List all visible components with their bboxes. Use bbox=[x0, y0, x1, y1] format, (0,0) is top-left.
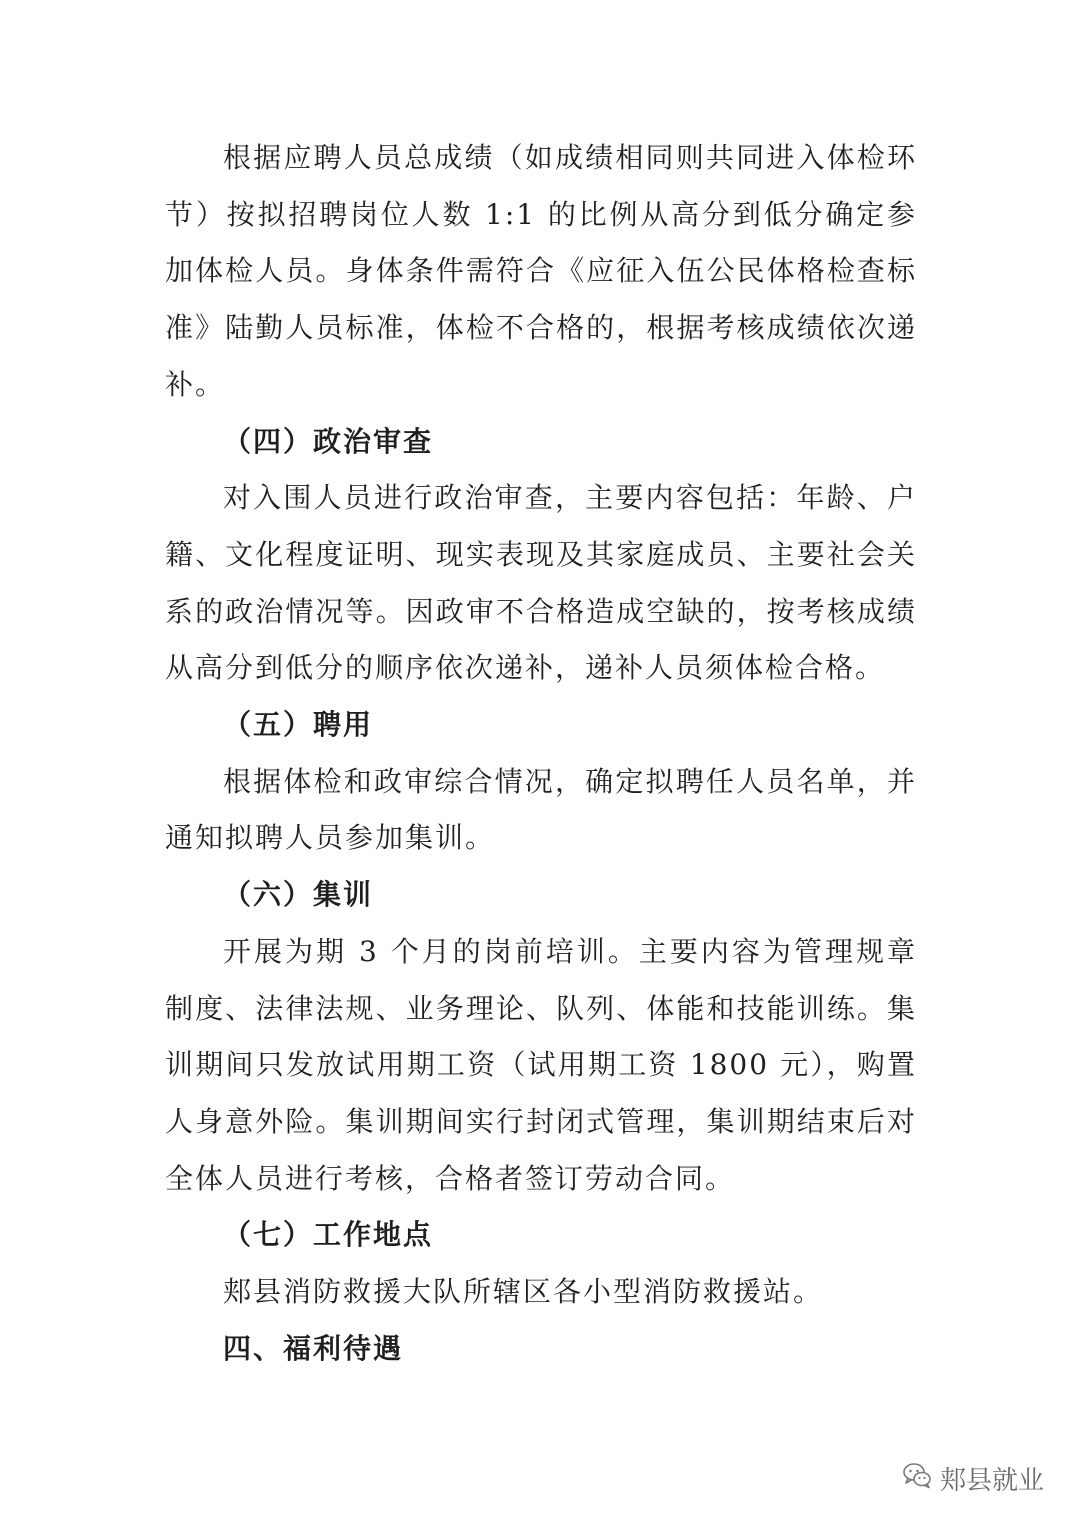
heading-training: （六）集训 bbox=[223, 878, 374, 912]
watermark-text: 郏县就业 bbox=[939, 1466, 1044, 1496]
paragraph-training: 开展为期 3 个月的岗前培训。主要内容为管理规章制度、法律法规、业务理论、队列、体能和技能训练。集训期间只发放试用期工资（试用期工资 1800 元），购置人身意外险。集训期间实行封闭式管理，集训期结束后对全体人员进行考核，合格者签订劳动合同。 bbox=[165, 934, 917, 1195]
heading-work-location: （七）工作地点 bbox=[223, 1218, 434, 1252]
document-body bbox=[165, 130, 917, 1377]
paragraph-political-review: 对入围人员进行政治审查，主要内容包括：年龄、户籍、文化程度证明、现实表现及其家庭成员、主要社会关系的政治情况等。因政审不合格造成空缺的，按考核成绩从高分到低分的顺序依次递补，递补人员须体检合格。 bbox=[165, 481, 917, 685]
paragraph-work-location: 郏县消防救援大队所辖区各小型消防救援站。 bbox=[223, 1275, 824, 1309]
paragraph-employment: 根据体检和政审综合情况，确定拟聘任人员名单，并通知拟聘人员参加集训。 bbox=[165, 764, 917, 855]
wechat-icon bbox=[902, 1461, 932, 1496]
watermark bbox=[902, 1460, 1044, 1497]
heading-political-review: （四）政治审查 bbox=[223, 424, 434, 458]
heading-employment: （五）聘用 bbox=[223, 708, 374, 742]
heading-benefits: 四、福利待遇 bbox=[223, 1331, 404, 1365]
paragraph-physical-exam: 根据应聘人员总成绩（如成绩相同则共同进入体检环节）按拟招聘岗位人数 1:1 的比例从高分到低分确定参加体检人员。身体条件需符合《应征入伍公民体格检查标准》陆勤人员标准，体检不合格的，根据考核成绩依次递补。 bbox=[165, 141, 917, 401]
